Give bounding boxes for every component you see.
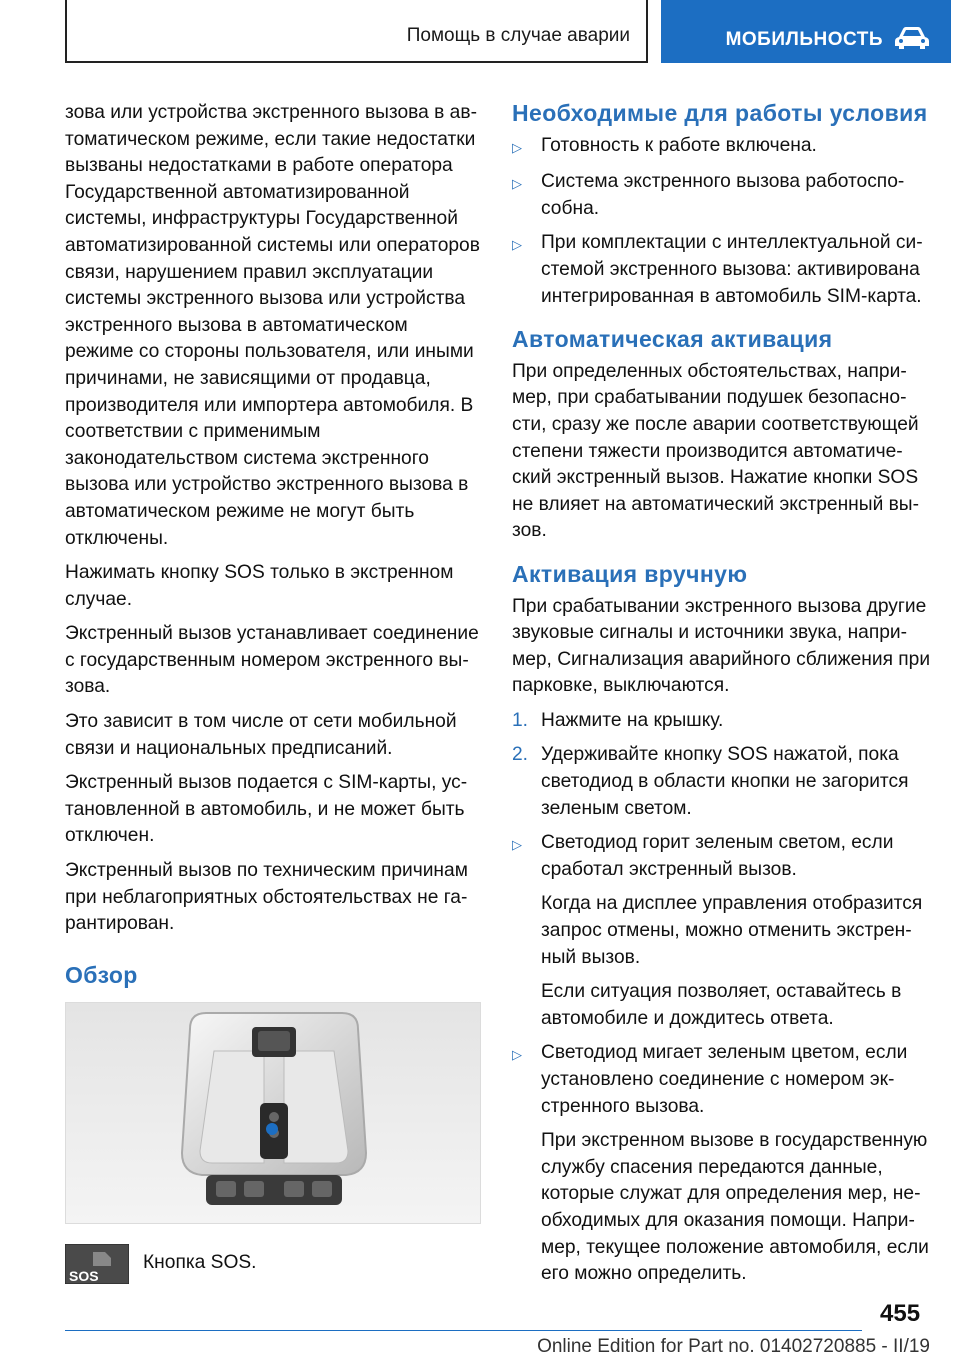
auto-activation-text: При определенных обстоятельствах, например, при срабатывании подушек безопасности, сразу же после аварии соответствующей степени тяжести производится автоматический экстренный вызов. Нажатие кнопки SOS не влияет на автоматический экстренный вызов. — [512, 360, 919, 542]
list-item-text: Готовность к работе включена. — [541, 134, 817, 156]
list-item — [512, 133, 932, 162]
note-text: Светодиод горит зеленым светом, если сработал экстренный вызов. — [541, 832, 894, 880]
requirements-heading: Необходимые для работы условия — [512, 100, 928, 126]
car-icon — [893, 25, 931, 51]
step-number: 1. — [512, 709, 529, 731]
sos-button-icon — [65, 1244, 129, 1284]
footer-divider — [65, 1330, 862, 1331]
paragraph: зова или устройства экстренного вызова в автоматическом режиме, если такие недостатки вызваны недостатками в работе оператора Государственной автоматизированной системы, инфраструктуры Государственной автоматизированной системы или операторов связи, нарушением правил эксплуатации системы экстренного вызова или устройства экстренного вызова в автоматическом режиме со стороны пользователя, или иными причинами, не зависящими от продавца, производителя или импортера автомобиля. В соответствии с применимым законодательством система экстренного вызова или устройство экстренного вызова в автоматическом режиме не могут быть отключены. — [65, 102, 480, 549]
triangle-bullet-icon: ▷ — [512, 237, 522, 253]
note-text: При экстренном вызове в государственную службу спасения передаются данные, которые служат для определения мер, необходимых для оказания помощи. Например, текущее положение автомобиля, если его можно определить. — [541, 1130, 929, 1285]
legend-text: Кнопка SOS. — [143, 1252, 257, 1274]
step-item — [512, 742, 932, 822]
right-column — [512, 100, 932, 1296]
paragraph: Экстренный вызов по техническим причинам при неблагоприятных обстоятельствах не гарантирован. — [65, 860, 468, 935]
step-number: 2. — [512, 744, 529, 766]
step-text: Удерживайте кнопку SOS нажатой, пока светодиод в области кнопки не загорится зеленым светом. — [541, 744, 909, 819]
paragraph: Это зависит в том числе от сети мобильной связи и национальных предписаний. — [65, 711, 457, 759]
paragraph: Экстренный вызов подается с SIM-карты, установленной в автомобиль, и не может быть отключен. — [65, 772, 468, 847]
list-item-text: Система экстренного вызова работоспособна. — [541, 171, 905, 219]
step-item — [512, 708, 932, 735]
left-column — [65, 100, 481, 1284]
page-number: 455 — [880, 1300, 921, 1327]
list-item — [512, 169, 932, 222]
header-chapter-title: МОБИЛЬНОСТЬ — [725, 29, 883, 50]
list-item — [512, 230, 932, 310]
note-text: Когда на дисплее управления отобразится запрос отмены, можно отменить экстренный вызов. — [541, 893, 923, 968]
header-section-title: Помощь в случае аварии — [406, 25, 630, 46]
paragraph: Нажимать кнопку SOS только в экстренном случае. — [65, 562, 454, 610]
manual-activation-text: При срабатывании экстренного вызова другие звуковые сигналы и источники звука, например, Сигнализация аварийного сближения при парковке, выключаются. — [512, 595, 931, 697]
note-item — [512, 1040, 932, 1287]
sos-icon-label: SOS — [69, 1268, 99, 1285]
overview-heading: Обзор — [65, 961, 138, 988]
overhead-console-figure — [65, 1002, 481, 1224]
auto-activation-heading: Автоматическая активация — [512, 326, 833, 353]
figure-legend — [65, 1244, 481, 1284]
header-chapter-tab[interactable] — [661, 0, 951, 63]
note-text: Если ситуация позволяет, оставайтесь в автомобиле и дождитесь ответа. — [541, 981, 902, 1029]
note-text: Светодиод мигает зеленым цветом, если установлено соединение с номером экстренного вызова. — [541, 1042, 908, 1117]
list-item-text: При комплектации с интеллектуальной системой экстренного вызова: активирована интегрированная в автомобиль SIM-карта. — [541, 232, 923, 307]
triangle-bullet-icon: ▷ — [512, 1047, 522, 1063]
overhead-console-illustration — [66, 1003, 481, 1224]
triangle-bullet-icon: ▷ — [512, 176, 522, 192]
paragraph: Экстренный вызов устанавливает соединение с государственным номером экстренного вызова. — [65, 623, 479, 698]
step-text: Нажмите на крышку. — [541, 709, 724, 731]
manual-activation-heading: Активация вручную — [512, 560, 748, 587]
header-section-box — [65, 0, 648, 63]
footer-edition: Online Edition for Part no. 01402720885 - II/19 — [537, 1336, 930, 1357]
note-item — [512, 830, 932, 1032]
triangle-bullet-icon: ▷ — [512, 139, 522, 155]
triangle-bullet-icon: ▷ — [512, 837, 522, 853]
